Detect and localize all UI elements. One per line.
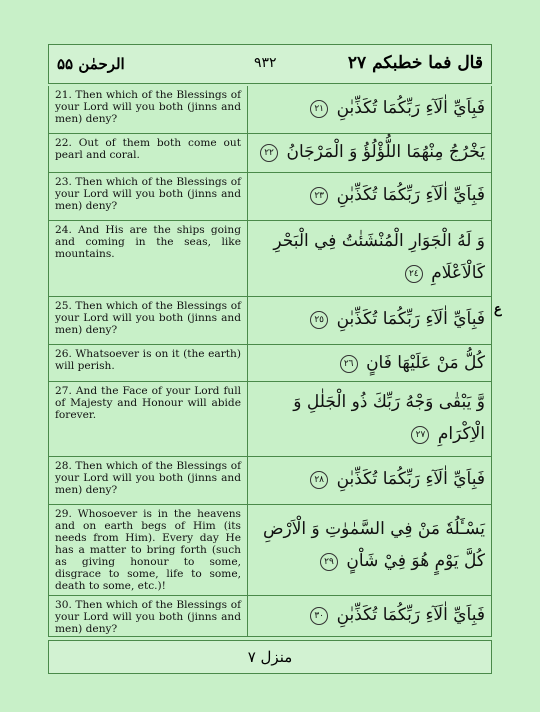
verse-row (49, 382, 491, 457)
verse-arabic: كُلُّ مَنْ عَلَيْهَا فَانٍ ٢٦ (253, 347, 485, 379)
page-footer (48, 640, 492, 674)
verse-row (49, 596, 491, 636)
verse-row (49, 297, 491, 345)
verse-number-marker: ٢٦ (340, 355, 358, 373)
verse-arabic: فَبِاَيِّ اٰلَآءِ رَبِّكُمَا تُكَذِّبٰنِ ٣٠ (253, 599, 485, 631)
verse-translation: 27. And the Face of your Lord full of Majesty and Honour will abide forever. (55, 385, 241, 421)
verse-translation: 21. Then which of the Blessings of your Lord will you both (jinns and men) deny? (55, 89, 241, 125)
verse-number-marker: ٢٥ (310, 311, 328, 329)
verse-translation: 30. Then which of the Blessings of your Lord will you both (jinns and men) deny? (55, 599, 241, 635)
verse-number-marker: ٢٣ (310, 187, 328, 205)
page-number: ٩٣٢ (254, 55, 277, 71)
verse-number-marker: ٢٤ (405, 265, 423, 283)
verse-translation: 29. Whosoever is in the heavens and on earth begs of Him (its needs from Him). Every day He has a matter to bring forth (such as giving honour to some, disgrace to some, life to some, death to some, etc.)! (55, 508, 241, 592)
verse-translation: 24. And His are the ships going and coming in the seas, like mountains. (55, 224, 241, 260)
verse-arabic: يَخْرُجُ مِنْهُمَا اللُّؤْلُؤُ وَ الْمَرْجَانُ ٢٢ (253, 136, 485, 168)
verse-translation: 28. Then which of the Blessings of your Lord will you both (jinns and men) deny? (55, 460, 241, 496)
verse-number-marker: ٢١ (310, 100, 328, 118)
verse-arabic: فَبِاَيِّ اٰلَآءِ رَبِّكُمَا تُكَذِّبٰنِ ٢١ (253, 92, 485, 124)
verse-translation: 25. Then which of the Blessings of your Lord will you both (jinns and men) deny? (55, 300, 241, 336)
verse-row (49, 457, 491, 505)
verse-arabic: فَبِاَيِّ اٰلَآءِ رَبِّكُمَا تُكَذِّبٰنِ ٢٣ (253, 179, 485, 211)
verse-row (49, 86, 491, 134)
verse-number-marker: ٢٩ (320, 553, 338, 571)
verse-translation: 22. Out of them both come out pearl and coral. (55, 137, 241, 161)
page-header (48, 44, 492, 84)
verse-number-marker: ٣٠ (310, 607, 328, 625)
page-frame (48, 44, 502, 674)
verse-arabic: فَبِاَيِّ اٰلَآءِ رَبِّكُمَا تُكَذِّبٰنِ ٢٥ (253, 303, 485, 335)
verse-row (49, 345, 491, 382)
verse-row (49, 173, 491, 221)
verse-row (49, 134, 491, 173)
verse-translation: 23. Then which of the Blessings of your Lord will you both (jinns and men) deny? (55, 176, 241, 212)
verse-arabic: وَّ يَبْقٰى وَجْهُ رَبِّكَ ذُو الْجَلٰلِ وَ الْاِكْرَامِ ٢٧ (293, 392, 485, 444)
verse-row (49, 505, 491, 596)
verse-table (48, 86, 492, 637)
juz-title: قال فما خطبكم ٢٧ (347, 53, 483, 73)
verse-arabic: فَبِاَيِّ اٰلَآءِ رَبِّكُمَا تُكَذِّبٰنِ ٢٨ (253, 463, 485, 495)
manzil-label: منزل ٧ (247, 648, 293, 666)
verse-arabic: يَسْـَٔلُهٗ مَنْ فِي السَّمٰوٰتِ وَ الْاَرْضِ كُلَّ يَوْمٍ هُوَ فِيْ شَاْنٍ ٢٩ (262, 519, 485, 571)
verse-number-marker: ٢٧ (411, 426, 429, 444)
surah-title: الرحمٰن ۵۵ (57, 55, 125, 73)
verse-row (49, 221, 491, 297)
verse-number-marker: ٢٢ (260, 144, 278, 162)
verse-translation: 26. Whatsoever is on it (the earth) will perish. (55, 348, 241, 372)
rukuh-marker: ع (494, 302, 502, 317)
verse-arabic: وَ لَهُ الْجَوَارِ الْمُنْشَئٰتُ فِي الْبَحْرِ كَالْاَعْلَامِ ٢٤ (273, 231, 485, 283)
verse-number-marker: ٢٨ (310, 471, 328, 489)
